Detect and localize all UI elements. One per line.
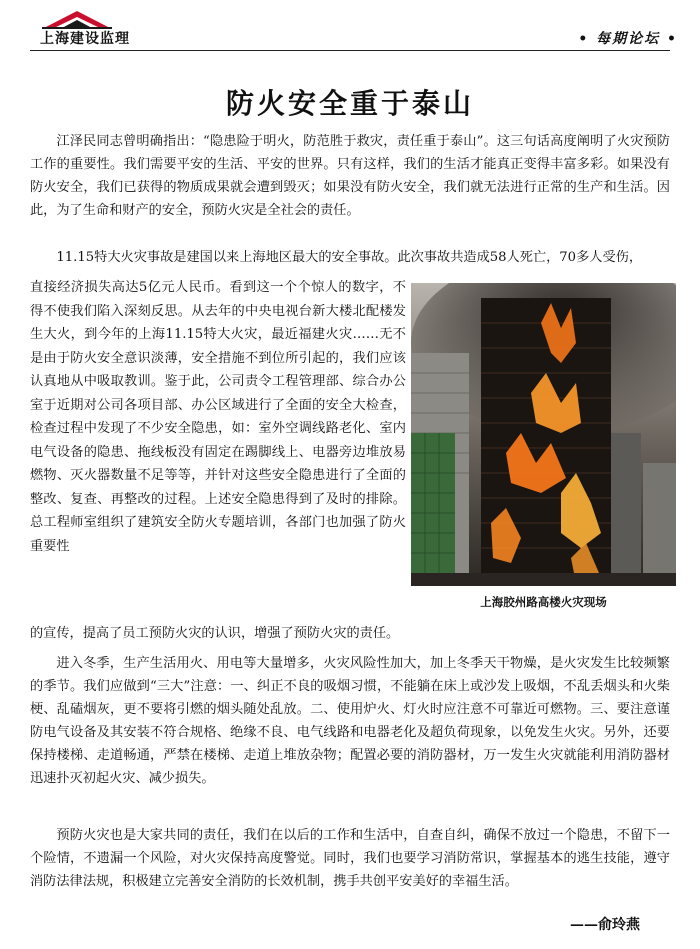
paragraph-3: 进入冬季，生产生活用火、用电等大量增多，火灾风险性加大，加上冬季天干物燥，是火灾发生比较频繁的季节。我们应做到“三大”注意：一、纠正不良的吸烟习惯，不能躺在床上或沙发上吸烟，不乱丢烟头和火柴梗、乱磕烟灰，更不要将引燃的烟头随处乱放。二、使用炉火、灯火时应注意不可靠近可燃物。三、要注意谨防电气设备及其安装不符合规格、绝缘不良、电气线路和电器老化及超负荷现象，以免发生火灾。另外，还要保持楼梯、走道畅通，严禁在楼梯、走道上堆放杂物；配置必要的消防器材，万一发生火灾就能利用消防器材迅速扑灭初起火灾、减少损失。 <box>30 656 670 786</box>
header-divider <box>30 50 670 51</box>
paragraph-2-end: 的宣传，提高了员工预防火灾的认识，增强了预防火灾的责任。 <box>30 626 400 641</box>
fire-photo <box>411 283 676 586</box>
photo-caption: 上海胶州路高楼火灾现场 <box>480 595 607 609</box>
paragraph-2-wrapped: 直接经济损失高达5亿元人民币。看到这一个个惊人的数字，不得不使我们陷入深刻反思。从去年的中央电视台新大楼北配楼发生大火，到今年的上海11.15特大火灾，最近福建火灾……无不是由于防火安全意识淡薄，安全措施不到位所引起的，我们应该认真地从中吸取教训。鉴于此，公司责令工程管理部、综合办公室于近期对公司各项目部、办公区域进行了全面的安全大检查，检查过程中发现了不少安全隐患，如：室外空调线路老化、室内电气设备的隐患、拖线板没有固定在踢脚线上、电器旁边堆放易燃物、灭火器数量不足等等，并针对这些安全隐患进行了全面的整改、复查、再整改的过程。上述安全隐患得到了及时的排除。总工程师室组织了建筑安全防火专题培训，各部门也加强了防火重要性 <box>30 280 406 554</box>
logo-roof-icon <box>42 8 112 30</box>
column-name: • 每期论坛 • <box>578 31 678 47</box>
paragraph-1: 江泽民同志曾明确指出：“隐患险于明火，防范胜于救灾，责任重于泰山”。这三句话高度阐明了火灾预防工作的重要性。我们需要平安的生活、平安的世界。只有这样，我们的生活才能真正变得丰富多彩。如果没有防火安全，我们已获得的物质成果就会遭到毁灭；如果没有防火安全，我们就无法进行正常的生产和生活。因此，为了生命和财产的安全，预防火灾是全社会的责任。 <box>30 134 670 218</box>
paragraph-2-intro: 11.15特大火灾事故是建国以来上海地区最大的安全事故。此次事故共造成58人死亡，70多人受伤， <box>56 250 643 265</box>
page-header <box>0 0 700 56</box>
burning-building-image <box>411 283 676 586</box>
org-name: 上海建设监理 <box>40 31 130 47</box>
paragraph-4: 预防火灾也是大家共同的责任，我们在以后的工作和生活中，自查自纠，确保不放过一个隐患，不留下一个险情，不遗漏一个风险，对火灾保持高度警觉。同时，我们也要学习消防常识，掌握基本的逃生技能，遵守消防法律法规，积极建立完善安全消防的长效机制，携手共创平安美好的幸福生活。 <box>30 828 670 889</box>
article-title: 防火安全重于泰山 <box>225 87 474 120</box>
author-signature: ——俞玲燕 <box>570 917 640 933</box>
